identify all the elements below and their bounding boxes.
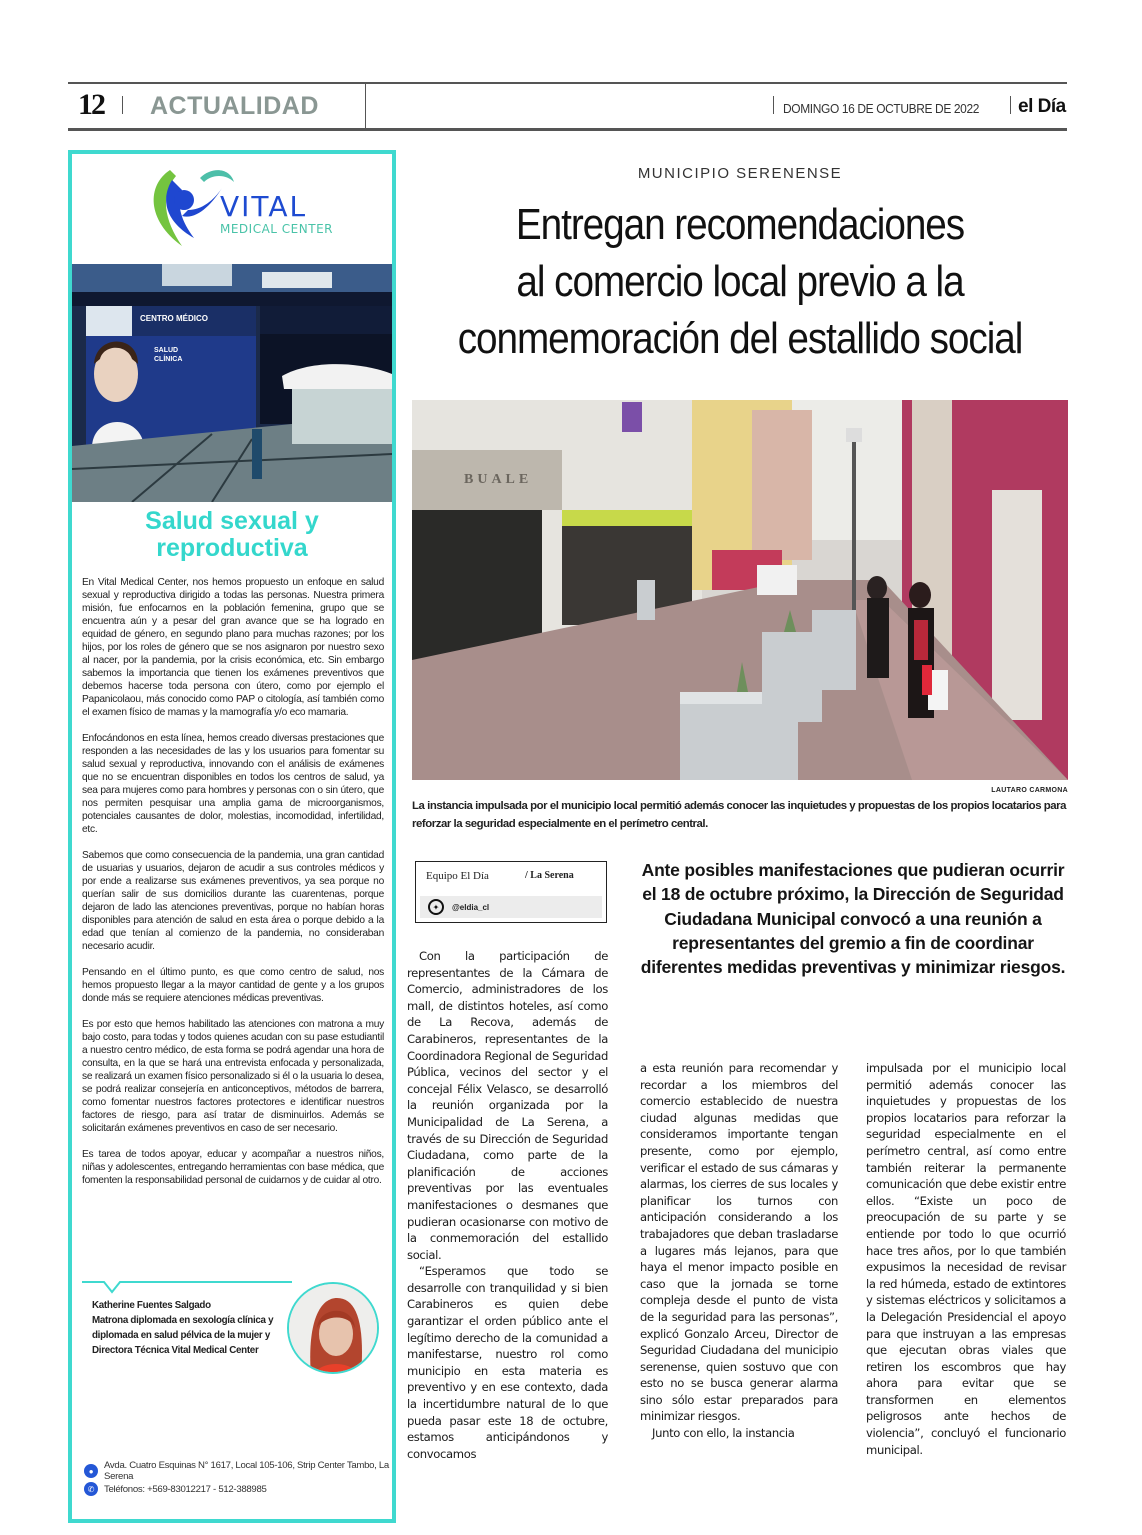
clinic-storefront-photo [72, 264, 392, 502]
author-title: Directora Técnica Vital Medical Center [92, 1345, 259, 1356]
article-paragraph: Con la participación de representantes de la Cámara de Comercio, administradores de los mall, de distintos hoteles, así como de La Recova, además de Carabineros, representantes de la Coordinadora Regional de Seguridad Pública, vecinos del sector y el concejal Félix Velasco, se desarrolló la reunión organizada por la Municipalidad de La Serena, a través de su Dirección de Seguridad Ciudadana, como parte de la planificación de acciones preventivas por las eventuales manifestaciones o desmanes que pudieran ocasionarse con motivo de la conmemoración del estallido social. [407, 949, 608, 1262]
author-portrait [289, 1284, 379, 1374]
article-lead: Ante posibles manifestaciones que pudieran ocurrir el 18 de octubre próximo, la Dirección de Seguridad Ciudadana Municipal convocó a una reunión a representantes del gremio a fin de coordinar diferentes medidas preventivas y minimizar riesgos. [640, 860, 1066, 978]
headline-line: conmemoración del estallido social [457, 314, 1023, 363]
author-title: Matrona diplomada en sexología clínica y [92, 1315, 274, 1326]
advert-paragraph: Sabemos que como consecuencia de la pandemia, una gran cantidad de usuarias y usuarios, dejaron de acudir a sus controles médicos y por ende a realizarse sus exámenes preventivos, ya sea porque no querían salir de sus domicilios durante las cuarentenas, porque dejaron de lado las atenciones preventivas, porque no habían horas disponibles para atención de salud en esta área o porque debido a la edad que tenían al comienzo de la pandemia, no consideraban necesario acudir. [82, 850, 384, 952]
photo-caption: La instancia impulsada por el municipio local permitió además conocer las inquietudes y propuestas de los propios locatarios para reforzar la seguridad especialmente en el perímetro central. [412, 800, 1067, 830]
article-headline [408, 196, 1072, 367]
section-name: ACTUALIDAD [150, 92, 319, 120]
article-paragraph: a esta reunión para recomendar y recordar a los miembros del comercio establecido de nuestra ciudad algunas medidas que consideramos importante tengan presente, como por ejemplo, verificar el estado de sus cámaras y alarmas, los cierres de sus locales y planificar los turnos con anticipación considerando a los trabajadores que deban trasladarse a lugares más lejanos, para que haya el menor impacto posible en caso que la jornada se torne compleja desde el punto de vista de la seguridad para las personas”, explicó Gonzalo Arceu, Director de Seguridad Ciudadana del municipio serenense, quien sostuvo que con esto no se busca generar alarma sino sólo estar preparados para minimizar riesgos. [640, 1061, 838, 1424]
article-paragraph: Junto con ello, la instancia [652, 1426, 795, 1441]
advert-paragraph: Es por esto que hemos habilitado las atenciones con matrona a muy bajo costo, para todas y todos quienes acudan con su pase estudiantil a nuestro centro médico, de esta forma se podrá agendar una hora de consulta, en la que se hará una entrevista enfocada y personalizada, se realizará un examen físico personalizado si él o la usuaria lo desea, se podrá realizar consejería en anticonceptivos, métodos de barrera, como fomentar nuestros factores protectores e identificar nuestros factores de riesgo, para así tratar de disminuirlos. Además se solicitarán exámenes preventivos en caso de ser necesario. [82, 1019, 384, 1134]
article-column [866, 1060, 1066, 1458]
author-title: diplomada en salud pélvica de la mujer y [92, 1330, 271, 1341]
headline-line: al comercio local previo a la [516, 257, 964, 306]
headline-line: Entregan recomendaciones [515, 200, 965, 249]
advert-headline-line: reproductiva [156, 534, 308, 562]
article-paragraph: “Esperamos que todo se desarrolle con tranquilidad y si bien Carabineros es quien debe garantizar el orden público ante el legítimo derecho de la comunidad a manifestarse, nuestro rol como municipio en esta materia es preventivo y en ese contexto, dada la incertidumbre natural de lo que pueda pasar este 18 de octubre, estamos anticipándonos y convocamos [407, 1264, 608, 1461]
advert-paragraph: Enfocándonos en esta línea, hemos creado diversas prestaciones que responden a las necesidades de las y los usuarios para fomentar su salud sexual y reproductiva, innovando con el análisis de exámenes que no se encuentran disponibles en todos los centros de salud, ya sea para mujeres como para hombres y personas con o sin útero, que nos permiten pesquisar una amplia gama de microorganismos, potenciales causantes de dolor, molestias, incomodidad, infertilidad, etc. [82, 733, 384, 835]
byline-box [415, 861, 607, 923]
clinic-sign: CENTRO MÉDICO [140, 314, 208, 323]
header-divider [365, 84, 366, 128]
twitter-icon: ✦ [428, 899, 444, 915]
issue-date: DOMINGO 16 DE OCTUBRE DE 2022 [783, 101, 980, 116]
phone-text: Teléfonos: +569-83012217 - 512-388985 [104, 1483, 267, 1495]
street-scene-illustration [412, 400, 1068, 780]
advert-box [68, 150, 396, 1523]
phone-row [84, 1482, 267, 1496]
vital-logo [72, 154, 392, 264]
article-column [407, 948, 608, 1462]
photo-credit: LAUTARO CARMONA [991, 787, 1068, 794]
byline-city: / La Serena [525, 870, 574, 881]
clinic-storefront-illustration [72, 264, 392, 502]
author-avatar [287, 1282, 379, 1374]
article-kicker: MUNICIPIO SERENENSE [637, 165, 843, 182]
location-pin-icon: ● [84, 1464, 98, 1478]
header-top-rule [68, 82, 1067, 84]
article-column [640, 1060, 838, 1442]
advert-paragraph: Es tarea de todos apoyar, educar y acompañar a nuestros niños, niñas y adolescentes, entregando herramientas con base médica, que fomenten la responsabilidad personal de cuidarnos y de cuidar al otro. [82, 1149, 384, 1186]
advert-paragraph: Pensando en el último punto, es que como centro de salud, nos hemos propuesto llegar a la mayor cantidad de gente y a los grupos donde más se requiere atenciones médicas preventivas. [82, 967, 384, 1004]
clinic-poster-text: SALUD CLÍNICA [154, 347, 183, 363]
logo-subtitle: MEDICAL CENTER [220, 222, 333, 236]
author-signature [92, 1298, 292, 1358]
header-separator [773, 96, 774, 114]
twitter-handle[interactable]: @eldia_cl [452, 902, 490, 912]
advert-headline-line: Salud sexual y [145, 507, 319, 535]
storefront-sign: BUALE [464, 472, 533, 487]
logo-name: VITAL [220, 190, 308, 223]
newspaper-brand: el Día [1018, 96, 1066, 117]
advert-headline [72, 508, 392, 562]
author-name: Katherine Fuentes Salgado [92, 1300, 211, 1311]
address-row [84, 1460, 392, 1482]
article-photo [412, 400, 1068, 780]
header-separator [122, 96, 123, 114]
advert-paragraph: En Vital Medical Center, nos hemos propuesto un enfoque en salud sexual y reproductiva dirigido a todas las personas. Nuestra primera misión, fue enfocarnos en la población femenina, grupo que se encuentra aún y a pesar del gran avance que se ha logrado en equidad de género, en segundo plano para muchas razones; por los hijos, por los roles de género que se nos asignaron por nuestro sexo al nacer, por la pandemia, por la crisis económica, etc. Sin embargo sabemos la importancia que tienen los exámenes preventivos que debemos hacerse toda persona con útero, como por ejemplo el Papanicolaou, más conocido como PAP o citología, así también como el examen físico de mamas y la mamografía y/o eco mamaria. [82, 577, 384, 718]
byline-social [420, 896, 602, 918]
header-separator [1010, 96, 1011, 114]
article-paragraph: impulsada por el municipio local permitió además conocer las inquietudes y propuestas de los propios locatarios para reforzar la seguridad especialmente en el perímetro central, así como entre también reiterar la permanente comunicación que debe existir entre ellos. “Existe un poco de preocupación de su parte y se entiende por todo lo que ocurrió hace tres años, por lo que también expusimos la necesidad de revisar la red húmeda, estado de extintores y sistemas eléctricos y solicitamos a la Delegación Presidencial el apoyo para que instruyan a las empresas que ejecutan obras viales que retiren los escombros que hay ahora para evitar que se transformen en elementos peligrosos ante hechos de violencia”, concluyó el funcionario municipal. [866, 1061, 1066, 1457]
advert-body [72, 576, 392, 1200]
address-text: Avda. Cuatro Esquinas N° 1617, Local 105-106, Strip Center Tambo, La Serena [104, 1460, 389, 1482]
page-number: 12 [78, 88, 104, 121]
header-bottom-rule [68, 128, 1067, 131]
phone-icon: ✆ [84, 1482, 98, 1496]
byline-author: Equipo El Día [426, 870, 489, 882]
